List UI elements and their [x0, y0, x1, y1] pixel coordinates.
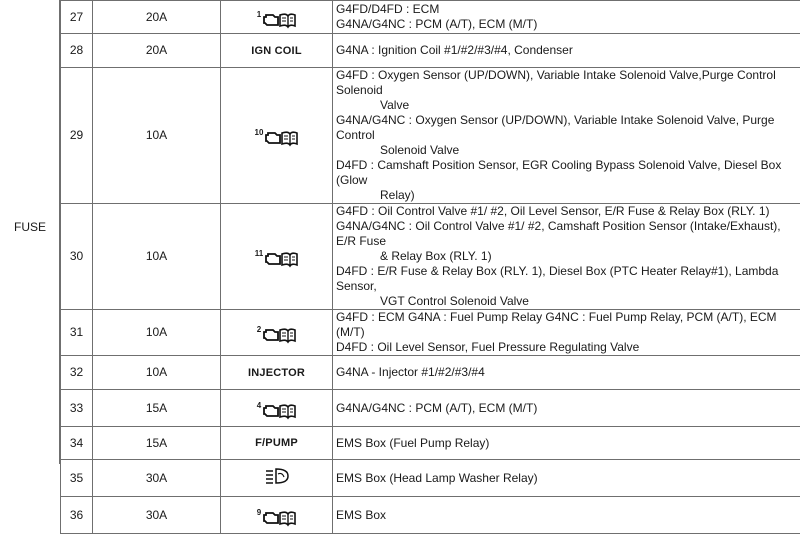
fuse-number: 28	[61, 34, 93, 68]
engine-manual-icon	[257, 11, 296, 29]
table-row	[61, 427, 800, 460]
fuse-rating: 30A	[93, 497, 221, 534]
description-line: EMS Box (Head Lamp Washer Relay)	[336, 471, 796, 486]
fuse-number: 36	[61, 497, 93, 534]
fuse-rating: 15A	[93, 427, 221, 460]
fuse-symbol	[221, 1, 333, 34]
icon-superscript: 4	[257, 402, 261, 410]
table-row	[61, 356, 800, 390]
description-line: Valve	[336, 98, 796, 113]
engine-manual-icon	[257, 509, 296, 527]
fuse-symbol	[221, 204, 333, 310]
fuse-rating: 10A	[93, 68, 221, 204]
protected-component	[333, 34, 800, 68]
fuse-table	[60, 0, 800, 534]
protected-component	[333, 1, 800, 34]
description-line: VGT Control Solenoid Valve	[336, 294, 796, 309]
description-line: G4FD/D4FD : ECM	[336, 2, 796, 17]
engine-manual-icon	[255, 129, 299, 147]
fuse-rating: 15A	[93, 390, 221, 427]
icon-superscript: 11	[255, 250, 263, 258]
fuse-number: 30	[61, 204, 93, 310]
table-row	[61, 310, 800, 356]
fuse-rating: 20A	[93, 34, 221, 68]
description-line: Relay)	[336, 188, 796, 203]
engine-manual-icon	[257, 402, 296, 420]
fuse-symbol	[221, 497, 333, 534]
icon-superscript: 1	[257, 11, 261, 19]
headlamp-washer-icon	[264, 466, 290, 486]
table-row	[61, 390, 800, 427]
description-line: Solenoid Valve	[336, 143, 796, 158]
protected-component	[333, 204, 800, 310]
engine-manual-icon	[257, 326, 296, 344]
table-row	[61, 204, 800, 310]
description-line: G4NA : Ignition Coil #1/#2/#3/#4, Condenser	[336, 43, 796, 58]
table-row	[61, 460, 800, 497]
protected-component	[333, 460, 800, 497]
fuse-rating: 20A	[93, 1, 221, 34]
description-line: EMS Box (Fuel Pump Relay)	[336, 436, 796, 451]
description-line: G4NA - Injector #1/#2/#3/#4	[336, 365, 796, 380]
description-line: G4NA/G4NC : Oxygen Sensor (UP/DOWN), Variable Intake Solenoid Valve, Purge Control	[336, 113, 796, 143]
fuse-symbol	[221, 390, 333, 427]
symbol-label: F/PUMP	[255, 437, 298, 449]
fuse-rating: 30A	[93, 460, 221, 497]
description-line: G4FD : Oil Control Valve #1/ #2, Oil Level Sensor, E/R Fuse & Relay Box (RLY. 1)	[336, 204, 796, 219]
description-line: D4FD : Camshaft Position Sensor, EGR Cooling Bypass Solenoid Valve, Diesel Box (Glow	[336, 158, 796, 188]
fuse-symbol	[221, 356, 333, 390]
icon-superscript: 10	[255, 129, 264, 137]
fuse-rating: 10A	[93, 204, 221, 310]
icon-superscript: 2	[257, 326, 261, 334]
description-line: G4NA/G4NC : PCM (A/T), ECM (M/T)	[336, 401, 796, 416]
fuse-symbol	[221, 310, 333, 356]
symbol-label: INJECTOR	[248, 367, 305, 379]
fuse-number: 33	[61, 390, 93, 427]
fuse-number: 34	[61, 427, 93, 460]
description-line: D4FD : Oil Level Sensor, Fuel Pressure Regulating Valve	[336, 340, 796, 355]
protected-component	[333, 427, 800, 460]
description-line: & Relay Box (RLY. 1)	[336, 249, 796, 264]
fuse-number: 27	[61, 1, 93, 34]
symbol-label: IGN COIL	[251, 45, 302, 57]
fuse-symbol	[221, 34, 333, 68]
fuse-symbol	[221, 68, 333, 204]
fuse-symbol	[221, 427, 333, 460]
fuse-rating: 10A	[93, 310, 221, 356]
protected-component	[333, 497, 800, 534]
description-line: D4FD : E/R Fuse & Relay Box (RLY. 1), Diesel Box (PTC Heater Relay#1), Lambda Sensor,	[336, 264, 796, 294]
fuse-group-label: FUSE	[0, 220, 60, 234]
description-line: G4NA/G4NC : Oil Control Valve #1/ #2, Camshaft Position Sensor (Intake/Exhaust), E/R Fuse	[336, 219, 796, 249]
table-row	[61, 68, 800, 204]
engine-manual-icon	[255, 250, 298, 268]
description-line: G4NA/G4NC : PCM (A/T), ECM (M/T)	[336, 17, 796, 32]
table-row	[61, 34, 800, 68]
protected-component	[333, 356, 800, 390]
fuse-number: 29	[61, 68, 93, 204]
fuse-rating: 10A	[93, 356, 221, 390]
fuse-number: 32	[61, 356, 93, 390]
table-row	[61, 1, 800, 34]
table-row	[61, 497, 800, 534]
fuse-symbol	[221, 460, 333, 497]
protected-component	[333, 68, 800, 204]
fuse-number: 35	[61, 460, 93, 497]
fuse-number: 31	[61, 310, 93, 356]
description-line: G4FD : ECM G4NA : Fuel Pump Relay G4NC : Fuel Pump Relay, PCM (A/T), ECM (M/T)	[336, 310, 796, 340]
description-line: EMS Box	[336, 508, 796, 523]
description-line: G4FD : Oxygen Sensor (UP/DOWN), Variable Intake Solenoid Valve,Purge Control Solenoid	[336, 68, 796, 98]
icon-superscript: 9	[257, 509, 261, 517]
protected-component	[333, 310, 800, 356]
protected-component	[333, 390, 800, 427]
